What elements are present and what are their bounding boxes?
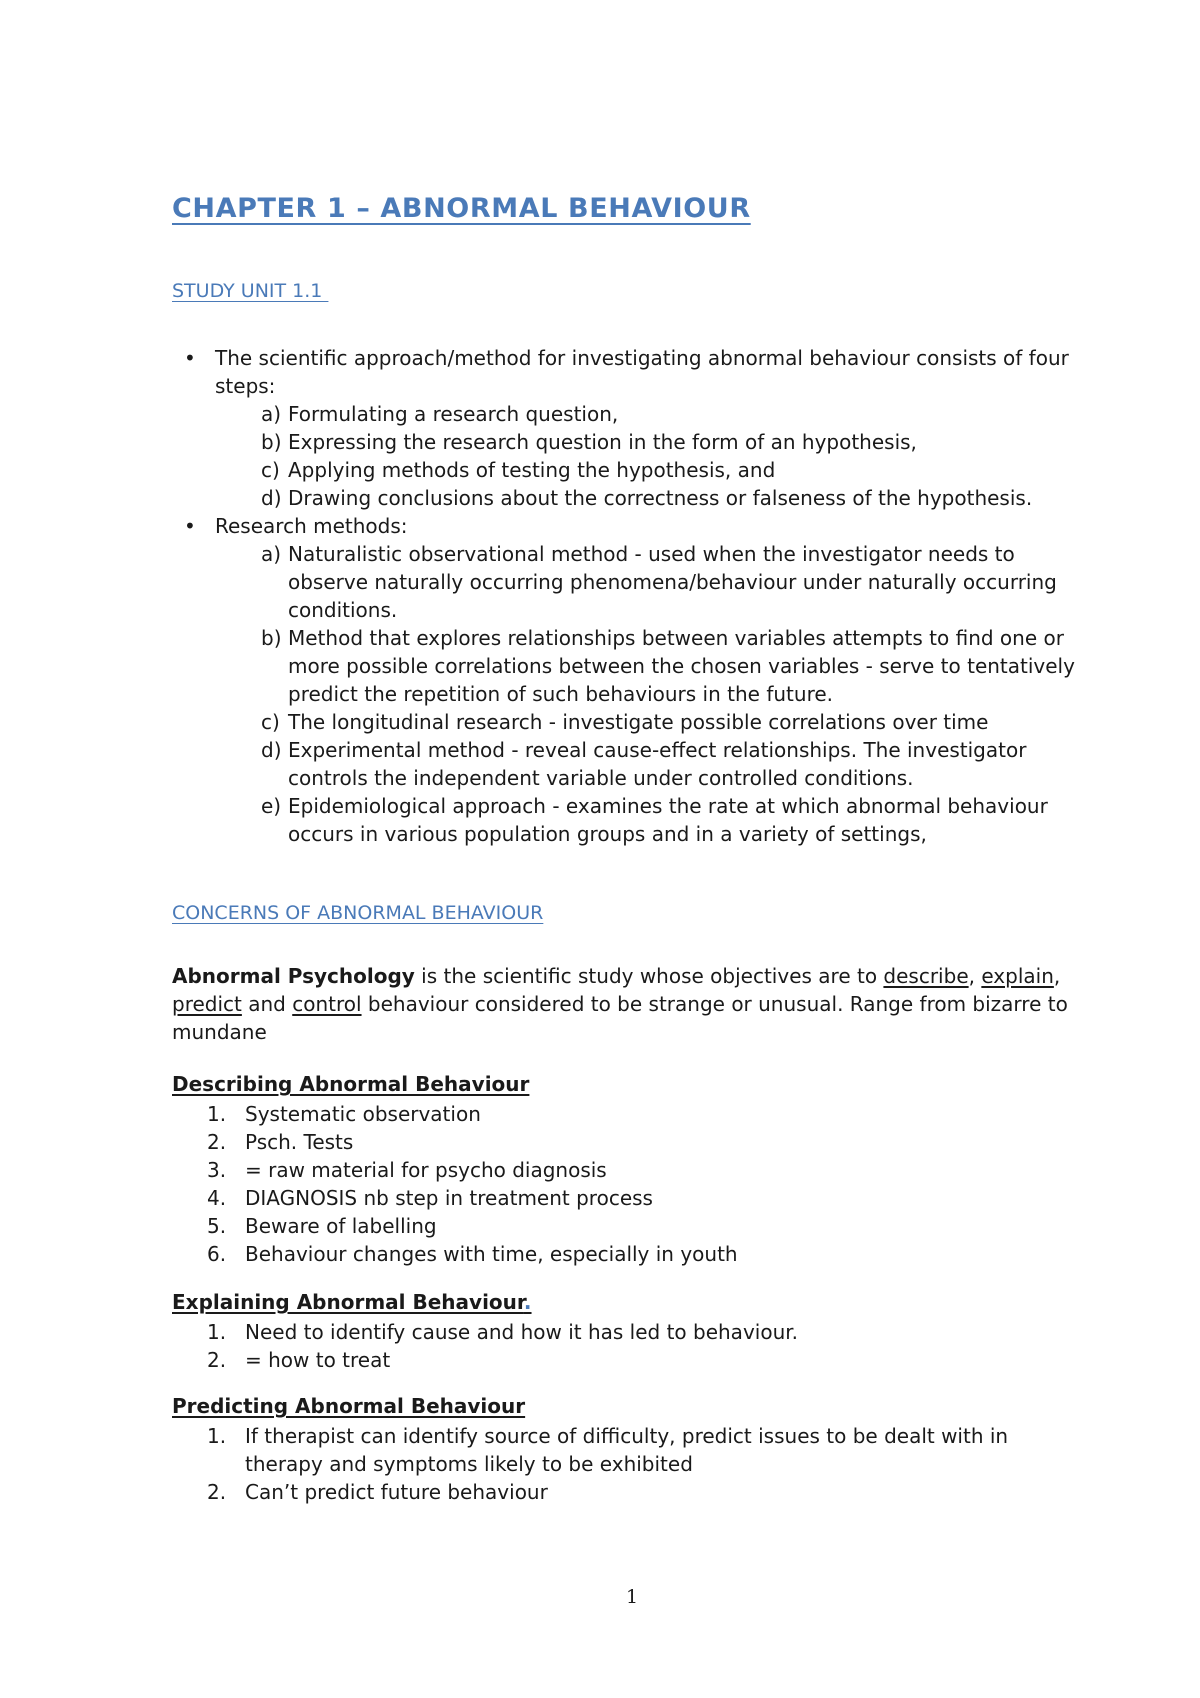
study-unit-heading: STUDY UNIT 1.1 [172, 280, 329, 302]
item-number: 5. [207, 1214, 227, 1238]
sub-marker: d) [261, 486, 282, 510]
sub-list-item [261, 540, 1092, 624]
item-number: 6. [207, 1242, 227, 1266]
item-text: If therapist can identify source of difficulty, predict issues to be dealt with in therapy and symptoms likely to be exhibited [245, 1424, 1009, 1476]
item-number: 3. [207, 1158, 227, 1182]
bullet-list [172, 344, 1092, 848]
item-number: 2. [207, 1348, 227, 1372]
item-text: = raw material for psycho diagnosis [245, 1158, 607, 1182]
sub-marker: c) [261, 710, 280, 734]
sub-list [261, 540, 1092, 848]
sub-marker: a) [261, 542, 282, 566]
study-unit-content [172, 344, 1092, 848]
bullet-item-scientific-approach [172, 344, 1092, 512]
intro-text: is the scientific study whose objectives are to [414, 964, 884, 988]
sub-marker: d) [261, 738, 282, 762]
term-abnormal-psychology: Abnormal Psychology [172, 964, 415, 988]
item-text: Systematic observation [245, 1102, 481, 1126]
word-predict: predict [172, 992, 242, 1016]
intro-punct: , [968, 964, 982, 988]
sub-text: Expressing the research question in the form of an hypothesis, [288, 430, 917, 454]
sub-marker: a) [261, 402, 282, 426]
item-text: Behaviour changes with time, especially in youth [245, 1242, 738, 1266]
item-number: 4. [207, 1186, 227, 1210]
item-text: = how to treat [245, 1348, 391, 1372]
describing-heading: Describing Abnormal Behaviour [172, 1072, 530, 1096]
item-text: Beware of labelling [245, 1214, 437, 1238]
sub-list-item [261, 456, 1092, 484]
list-item [172, 1184, 1092, 1212]
sub-text: Formulating a research question, [288, 402, 619, 426]
predicting-list [172, 1422, 1092, 1506]
page-number: 1 [625, 1586, 639, 1608]
item-number: 2. [207, 1480, 227, 1504]
item-number: 1. [207, 1102, 227, 1126]
intro-paragraph [172, 962, 1092, 1046]
sub-list-item [261, 736, 1092, 792]
describing-list [172, 1100, 1092, 1268]
item-number: 1. [207, 1424, 227, 1448]
sub-list-item [261, 484, 1092, 512]
sub-text: Drawing conclusions about the correctness or falseness of the hypothesis. [288, 486, 1033, 510]
list-item [172, 1100, 1092, 1128]
sub-list-item [261, 792, 1092, 848]
intro-punct: and [241, 992, 293, 1016]
sub-marker: b) [261, 430, 282, 454]
sub-list-item [261, 708, 1092, 736]
list-item [172, 1240, 1092, 1268]
chapter-title: CHAPTER 1 – ABNORMAL BEHAVIOUR [172, 193, 751, 224]
word-control: control [292, 992, 362, 1016]
list-item [172, 1128, 1092, 1156]
word-describe: describe [883, 964, 969, 988]
item-text: Can’t predict future behaviour [245, 1480, 548, 1504]
predicting-heading: Predicting Abnormal Behaviour [172, 1394, 526, 1418]
bullet-text: The scientific approach/method for investigating abnormal behaviour consists of four steps: [215, 346, 1069, 398]
document-page [172, 0, 1092, 1698]
list-item [172, 1478, 1092, 1506]
explaining-heading-text: Explaining Abnormal Behaviour [172, 1290, 524, 1314]
sub-marker: b) [261, 626, 282, 650]
concerns-heading: CONCERNS OF ABNORMAL BEHAVIOUR [172, 902, 544, 924]
sub-text: Experimental method - reveal cause-effect relationships. The investigator controls the independent variable under controlled conditions. [288, 738, 1027, 790]
bullet-text: Research methods: [215, 514, 408, 538]
sub-marker: c) [261, 458, 280, 482]
explaining-heading [172, 1290, 532, 1314]
intro-text: behaviour considered to be strange or unusual. Range from bizarre to mundane [172, 992, 1068, 1044]
list-item [172, 1156, 1092, 1184]
explaining-list [172, 1318, 1092, 1374]
item-text: DIAGNOSIS nb step in treatment process [245, 1186, 653, 1210]
item-text: Psch. Tests [245, 1130, 354, 1154]
sub-list-item [261, 624, 1092, 708]
sub-text: Epidemiological approach - examines the rate at which abnormal behaviour occurs in various population groups and in a variety of settings, [288, 794, 1048, 846]
sub-list-item [261, 400, 1092, 428]
sub-marker: e) [261, 794, 282, 818]
sub-text: Applying methods of testing the hypothesis, and [288, 458, 776, 482]
explaining-heading-dot: . [523, 1290, 532, 1314]
item-number: 2. [207, 1130, 227, 1154]
sub-text: The longitudinal research - investigate possible correlations over time [288, 710, 989, 734]
item-number: 1. [207, 1320, 227, 1344]
list-item [172, 1422, 1092, 1478]
bullet-item-research-methods [172, 512, 1092, 848]
item-text: Need to identify cause and how it has led to behaviour. [245, 1320, 798, 1344]
intro-punct: , [1053, 964, 1061, 988]
word-explain: explain [981, 964, 1054, 988]
list-item [172, 1318, 1092, 1346]
sub-list [261, 400, 1092, 512]
list-item [172, 1346, 1092, 1374]
sub-text: Naturalistic observational method - used when the investigator needs to observe naturally occurring phenomena/behaviour under naturally occurring conditions. [288, 542, 1057, 622]
sub-list-item [261, 428, 1092, 456]
sub-text: Method that explores relationships between variables attempts to find one or more possible correlations between the chosen variables - serve to tentatively predict the repetition of such behaviours in the future. [288, 626, 1075, 706]
list-item [172, 1212, 1092, 1240]
